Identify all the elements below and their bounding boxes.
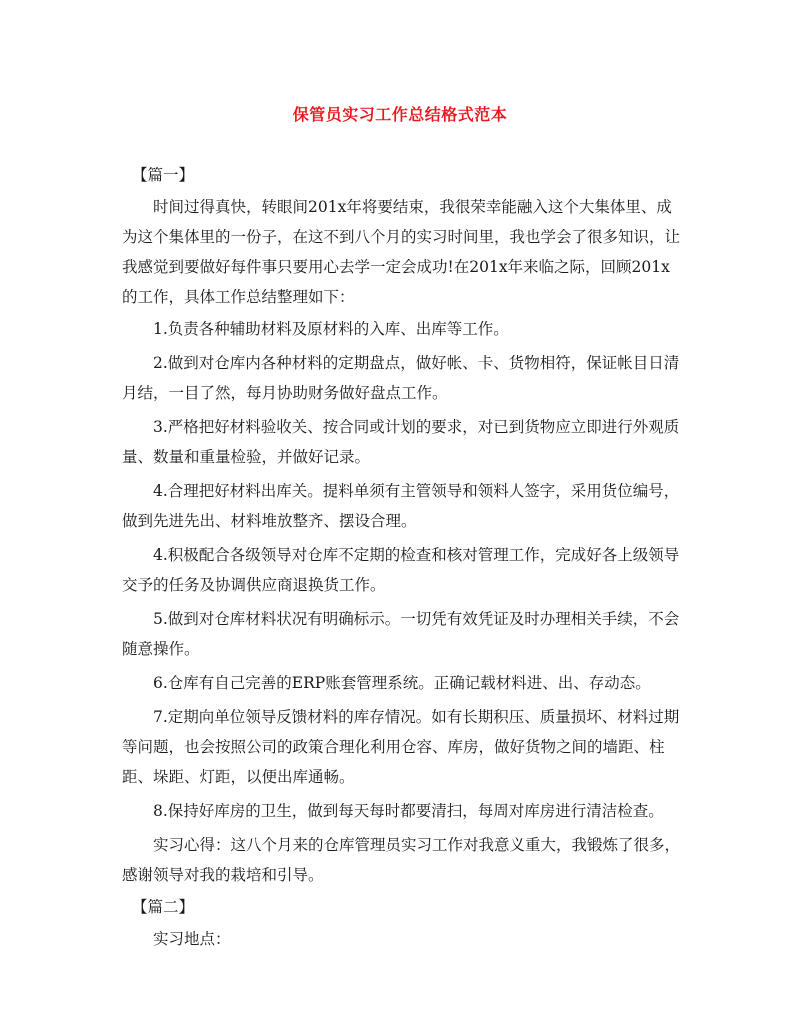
intro-paragraph: 时间过得真快，转眼间201x年将要结束，我很荣幸能融入这个大集体里、成为这个集体里的一份子，在这不到八个月的实习时间里，我也学会了很多知识，让我感觉到要做好每件事只要用心去学一定会成功!在201x年来临之际，回顾201x的工作，具体工作总结整理如下：: [122, 198, 681, 306]
document-body: [122, 160, 682, 956]
list-item: 7.定期向单位领导反馈材料的库存情况。如有长期积压、质量损坏、材料过期等问题，也会按照公司的政策合理化利用仓容、库房，做好货物之间的墙距、柱距、垛距、灯距，以便出库通畅。: [122, 708, 680, 786]
list-item: 3.严格把好材料验收关、按合同或计划的要求，对已到货物应立即进行外观质量、数量和重量检验，并做好记录。: [122, 418, 680, 466]
list-item: 1.负责各种辅助材料及原材料的入库、出库等工作。: [153, 320, 509, 338]
list-item: 8.保持好库房的卫生，做到每天每时都要清扫，每周对库房进行清洁检查。: [153, 802, 664, 820]
list-item: 6.仓库有自己完善的ERP账套管理系统。正确记载材料进、出、存动态。: [153, 674, 651, 692]
list-item: 5.做到对仓库材料状况有明确标示。一切凭有效凭证及时办理相关手续，不会随意操作。: [122, 610, 680, 658]
summary-paragraph: 实习心得：这八个月来的仓库管理员实习工作对我意义重大，我锻炼了很多，感谢领导对我的栽培和引导。: [122, 836, 681, 884]
list-item: 2.做到对仓库内各种材料的定期盘点，做好帐、卡、货物相符，保证帐目日清月结，一目了然，每月协助财务做好盘点工作。: [122, 354, 680, 402]
list-item: 4.积极配合各级领导对仓库不定期的检查和核对管理工作，完成好各上级领导交予的任务及协调供应商退换货工作。: [122, 546, 680, 594]
section2-first-line: 实习地点：: [153, 930, 231, 948]
section-heading-2: 【篇二】: [132, 898, 195, 916]
document-title: 保管员实习工作总结格式范本: [292, 105, 508, 124]
section-heading-1: 【篇一】: [132, 166, 195, 184]
list-item: 4.合理把好材料出库关。提料单须有主管领导和领料人签字，采用货位编号，做到先进先出、材料堆放整齐、摆设合理。: [122, 482, 680, 530]
